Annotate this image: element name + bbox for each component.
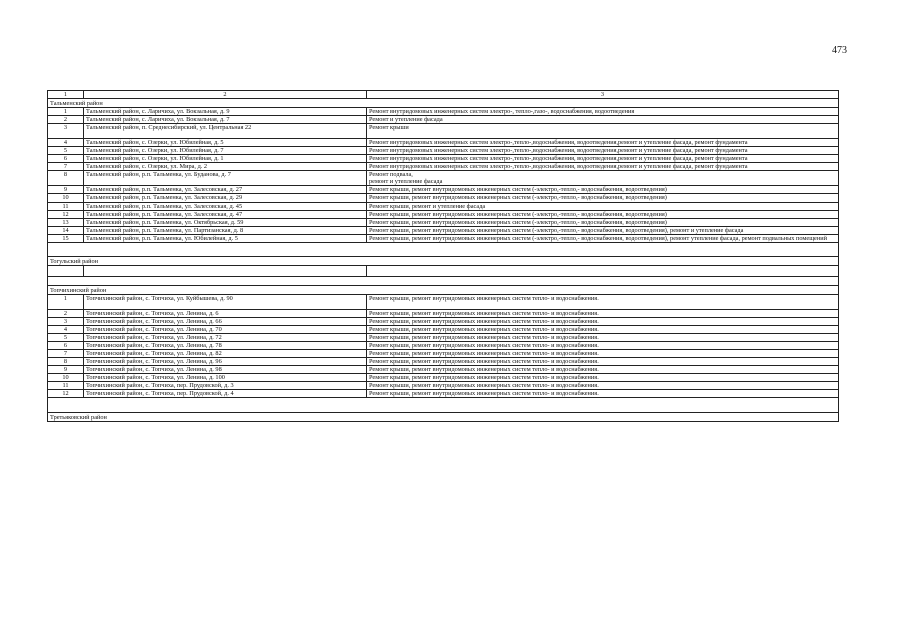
row-number: 6 [48, 341, 84, 349]
row-number: 6 [48, 155, 84, 163]
building-address: Тальменский район, р.п. Тальменка, ул. Буданова, д. 7 [84, 171, 367, 186]
table-row [48, 210, 839, 218]
column-number-row [48, 91, 839, 99]
table-row [48, 341, 839, 349]
spacer-row [48, 242, 839, 256]
table-row [48, 390, 839, 398]
table-row [48, 116, 839, 124]
row-number: 4 [48, 139, 84, 147]
building-address: Топчихинский район, с. Топчиха, ул. Ленина, д. 100 [84, 374, 367, 382]
row-number: 1 [48, 108, 84, 116]
repair-work-description: Ремонт крыши, ремонт внутридомовых инженерных систем (-электро,-тепло,- водоснабжения, водоотведения), ремонт и утепление фасада [367, 226, 839, 234]
row-number: 9 [48, 186, 84, 194]
building-address: Топчихинский район, с. Топчиха, пер. Прудовской, д. 3 [84, 382, 367, 390]
row-number: 14 [48, 226, 84, 234]
table-row [48, 163, 839, 171]
repair-work-description: Ремонт и утепление фасада [367, 116, 839, 124]
repair-work-description: Ремонт крыши, ремонт внутридомовых инженерных систем тепло- и водоснабжения. [367, 333, 839, 341]
row-number: 11 [48, 382, 84, 390]
spacer-cell [48, 398, 839, 413]
row-number: 2 [48, 116, 84, 124]
row-number: 10 [48, 374, 84, 382]
repair-work-description: Ремонт крыши, ремонт внутридомовых инженерных систем (-электро,-тепло,- водоснабжения, водоотведения) [367, 194, 839, 202]
repair-work-description: Ремонт крыши, ремонт внутридомовых инженерных систем (-электро,-тепло,- водоснабжения, водоотведения) [367, 186, 839, 194]
repair-work-description: Ремонт крыши, ремонт и утепление фасада [367, 202, 839, 210]
table-row [48, 171, 839, 186]
table-row [48, 218, 839, 226]
column-2-number: 2 [84, 91, 367, 99]
district-header-row [48, 413, 839, 422]
spacer-row [48, 398, 839, 413]
building-address: Топчихинский район, с. Топчиха, ул. Ленина, д. 96 [84, 358, 367, 366]
building-address: Тальменский район, р.п. Тальменка, ул. Залесовская, д. 47 [84, 210, 367, 218]
table-row [48, 147, 839, 155]
table-row [48, 194, 839, 202]
table-row [48, 366, 839, 374]
table-row [48, 382, 839, 390]
building-address: Тальменский район, с. Озерки, ул. Мира, д. 2 [84, 163, 367, 171]
row-number: 4 [48, 325, 84, 333]
row-number: 7 [48, 349, 84, 357]
table-row [48, 226, 839, 234]
row-number: 3 [48, 124, 84, 139]
table-row [48, 155, 839, 163]
table-row [48, 317, 839, 325]
repair-work-description: Ремонт крыши, ремонт внутридомовых инженерных систем тепло- и водоснабжения. [367, 366, 839, 374]
table-row [48, 333, 839, 341]
repair-work-description: Ремонт крыши, ремонт внутридомовых инженерных систем (-электро,-тепло,- водоснабжения, водоотведения) [367, 210, 839, 218]
spacer-cell [48, 276, 839, 285]
repair-work-description: Ремонт крыши, ремонт внутридомовых инженерных систем тепло- и водоснабжения. [367, 341, 839, 349]
table-row [48, 124, 839, 139]
building-address: Тальменский район, р.п. Тальменка, ул. Залесовская, д. 29 [84, 194, 367, 202]
district-name: Топчихинский район [48, 285, 839, 294]
row-number: 2 [48, 309, 84, 317]
row-number: 12 [48, 390, 84, 398]
district-header-row [48, 256, 839, 265]
repair-work-description: Ремонт внутридомовых инженерных систем электро-,тепло-,водоснабжения, водоотведения,ремонт и утепление фасада, ремонт фундамента [367, 147, 839, 155]
row-number: 9 [48, 366, 84, 374]
district-header-row [48, 285, 839, 294]
building-address: Тальменский район, п. Среднесибирский, ул. Центральная 22 [84, 124, 367, 139]
district-name: Тальменский район [48, 99, 839, 108]
district-name: Тогульский район [48, 256, 839, 265]
table-body [48, 91, 839, 422]
building-address: Тальменский район, р.п. Тальменка, ул. Залесовская, д. 45 [84, 202, 367, 210]
repair-work-description: Ремонт крыши, ремонт внутридомовых инженерных систем тепло- и водоснабжения. [367, 382, 839, 390]
row-number: 10 [48, 194, 84, 202]
row-number: 13 [48, 218, 84, 226]
district-name: Третьяковский район [48, 413, 839, 422]
district-header-row [48, 99, 839, 108]
repair-work-description: Ремонт внутридомовых инженерных систем электро-, тепло-,газо-, водоснабжения, водоотведения [367, 108, 839, 116]
row-number: 3 [48, 317, 84, 325]
building-address: Топчихинский район, с. Топчиха, ул. Ленина, д. 6 [84, 309, 367, 317]
building-address: Тальменский район, с. Озерки, ул. Юбилейная, д. 1 [84, 155, 367, 163]
repair-work-description: Ремонт крыши, ремонт внутридомовых инженерных систем тепло- и водоснабжения. [367, 374, 839, 382]
table-row [48, 294, 839, 309]
row-number: 1 [48, 294, 84, 309]
building-address: Тальменский район, р.п. Тальменка, ул. Октябрьская, д. 59 [84, 218, 367, 226]
repair-work-description: Ремонт крыши, ремонт внутридомовых инженерных систем тепло- и водоснабжения. [367, 309, 839, 317]
row-number: 5 [48, 147, 84, 155]
building-address: Тальменский район, р.п. Тальменка, ул. Партизанская, д. 8 [84, 226, 367, 234]
building-address: Тальменский район, с. Озерки, ул. Юбилейная, д. 7 [84, 147, 367, 155]
row-number: 12 [48, 210, 84, 218]
row-number: 8 [48, 171, 84, 186]
repair-work-description: Ремонт крыши [367, 124, 839, 139]
table-row [48, 325, 839, 333]
table-row [48, 374, 839, 382]
repair-registry-table [47, 90, 839, 422]
row-number: 15 [48, 234, 84, 242]
repair-work-description: Ремонт внутридомовых инженерных систем электро-,тепло-,водоснабжения, водоотведения,ремонт и утепление фасада, ремонт фундамента [367, 163, 839, 171]
repair-work-description: Ремонт крыши, ремонт внутридомовых инженерных систем тепло- и водоснабжения. [367, 294, 839, 309]
table-row [48, 139, 839, 147]
table-row [48, 358, 839, 366]
spacer-cell [48, 242, 839, 256]
repair-work-description: Ремонт крыши, ремонт внутридомовых инженерных систем (-электро,-тепло,- водоснабжения, водоотведения), ремонт утепление фасада, ремонт подвальных помещений [367, 234, 839, 242]
building-address: Тальменский район, с. Озерки, ул. Юбилейная, д. 5 [84, 139, 367, 147]
empty-cell [367, 265, 839, 276]
table-row [48, 186, 839, 194]
column-1-number: 1 [48, 91, 84, 99]
table-row [48, 309, 839, 317]
page-number: 473 [832, 45, 847, 56]
spacer-row [48, 276, 839, 285]
repair-work-description: Ремонт крыши, ремонт внутридомовых инженерных систем тепло- и водоснабжения. [367, 317, 839, 325]
building-address: Топчихинский район, с. Топчиха, ул. Ленина, д. 72 [84, 333, 367, 341]
building-address: Тальменский район, р.п. Тальменка, ул. Залесовская, д. 27 [84, 186, 367, 194]
row-number: 5 [48, 333, 84, 341]
repair-work-description: Ремонт крыши, ремонт внутридомовых инженерных систем тепло- и водоснабжения. [367, 349, 839, 357]
row-number: 8 [48, 358, 84, 366]
empty-cell [48, 265, 84, 276]
building-address: Топчихинский район, с. Топчиха, ул. Ленина, д. 70 [84, 325, 367, 333]
table-row [48, 108, 839, 116]
table-row [48, 202, 839, 210]
building-address: Топчихинский район, с. Топчиха, ул. Ленина, д. 82 [84, 349, 367, 357]
table-row [48, 234, 839, 242]
repair-work-description: Ремонт подвала, ремонт и утепление фасада [367, 171, 839, 186]
building-address: Топчихинский район, с. Топчиха, ул. Куйбышева, д. 90 [84, 294, 367, 309]
building-address: Тальменский район, с. Ларичиха, ул. Вокзальная, д. 9 [84, 108, 367, 116]
repair-work-description: Ремонт крыши, ремонт внутридомовых инженерных систем тепло- и водоснабжения. [367, 358, 839, 366]
empty-row [48, 265, 839, 276]
repair-work-description: Ремонт внутридомовых инженерных систем электро-,тепло-,водоснабжения, водоотведения,ремонт и утепление фасада, ремонт фундамента [367, 155, 839, 163]
table-row [48, 349, 839, 357]
repair-work-description: Ремонт крыши, ремонт внутридомовых инженерных систем (-электро,-тепло,- водоснабжения, водоотведения) [367, 218, 839, 226]
building-address: Топчихинский район, с. Топчиха, пер. Прудовской, д. 4 [84, 390, 367, 398]
row-number: 7 [48, 163, 84, 171]
building-address: Топчихинский район, с. Топчиха, ул. Ленина, д. 66 [84, 317, 367, 325]
row-number: 11 [48, 202, 84, 210]
repair-work-description: Ремонт внутридомовых инженерных систем электро-,тепло-,водоснабжения, водоотведения,ремонт и утепление фасада, ремонт фундамента [367, 139, 839, 147]
repair-work-description: Ремонт крыши, ремонт внутридомовых инженерных систем тепло- и водоснабжения. [367, 390, 839, 398]
building-address: Тальменский район, с. Ларичиха, ул. Вокзальная, д. 7 [84, 116, 367, 124]
building-address: Тальменский район, р.п. Тальменка, ул. Юбилейная, д. 5 [84, 234, 367, 242]
empty-cell [84, 265, 367, 276]
repair-work-description: Ремонт крыши, ремонт внутридомовых инженерных систем тепло- и водоснабжения. [367, 325, 839, 333]
column-3-number: 3 [367, 91, 839, 99]
building-address: Топчихинский район, с. Топчиха, ул. Ленина, д. 98 [84, 366, 367, 374]
building-address: Топчихинский район, с. Топчиха, ул. Ленина, д. 78 [84, 341, 367, 349]
